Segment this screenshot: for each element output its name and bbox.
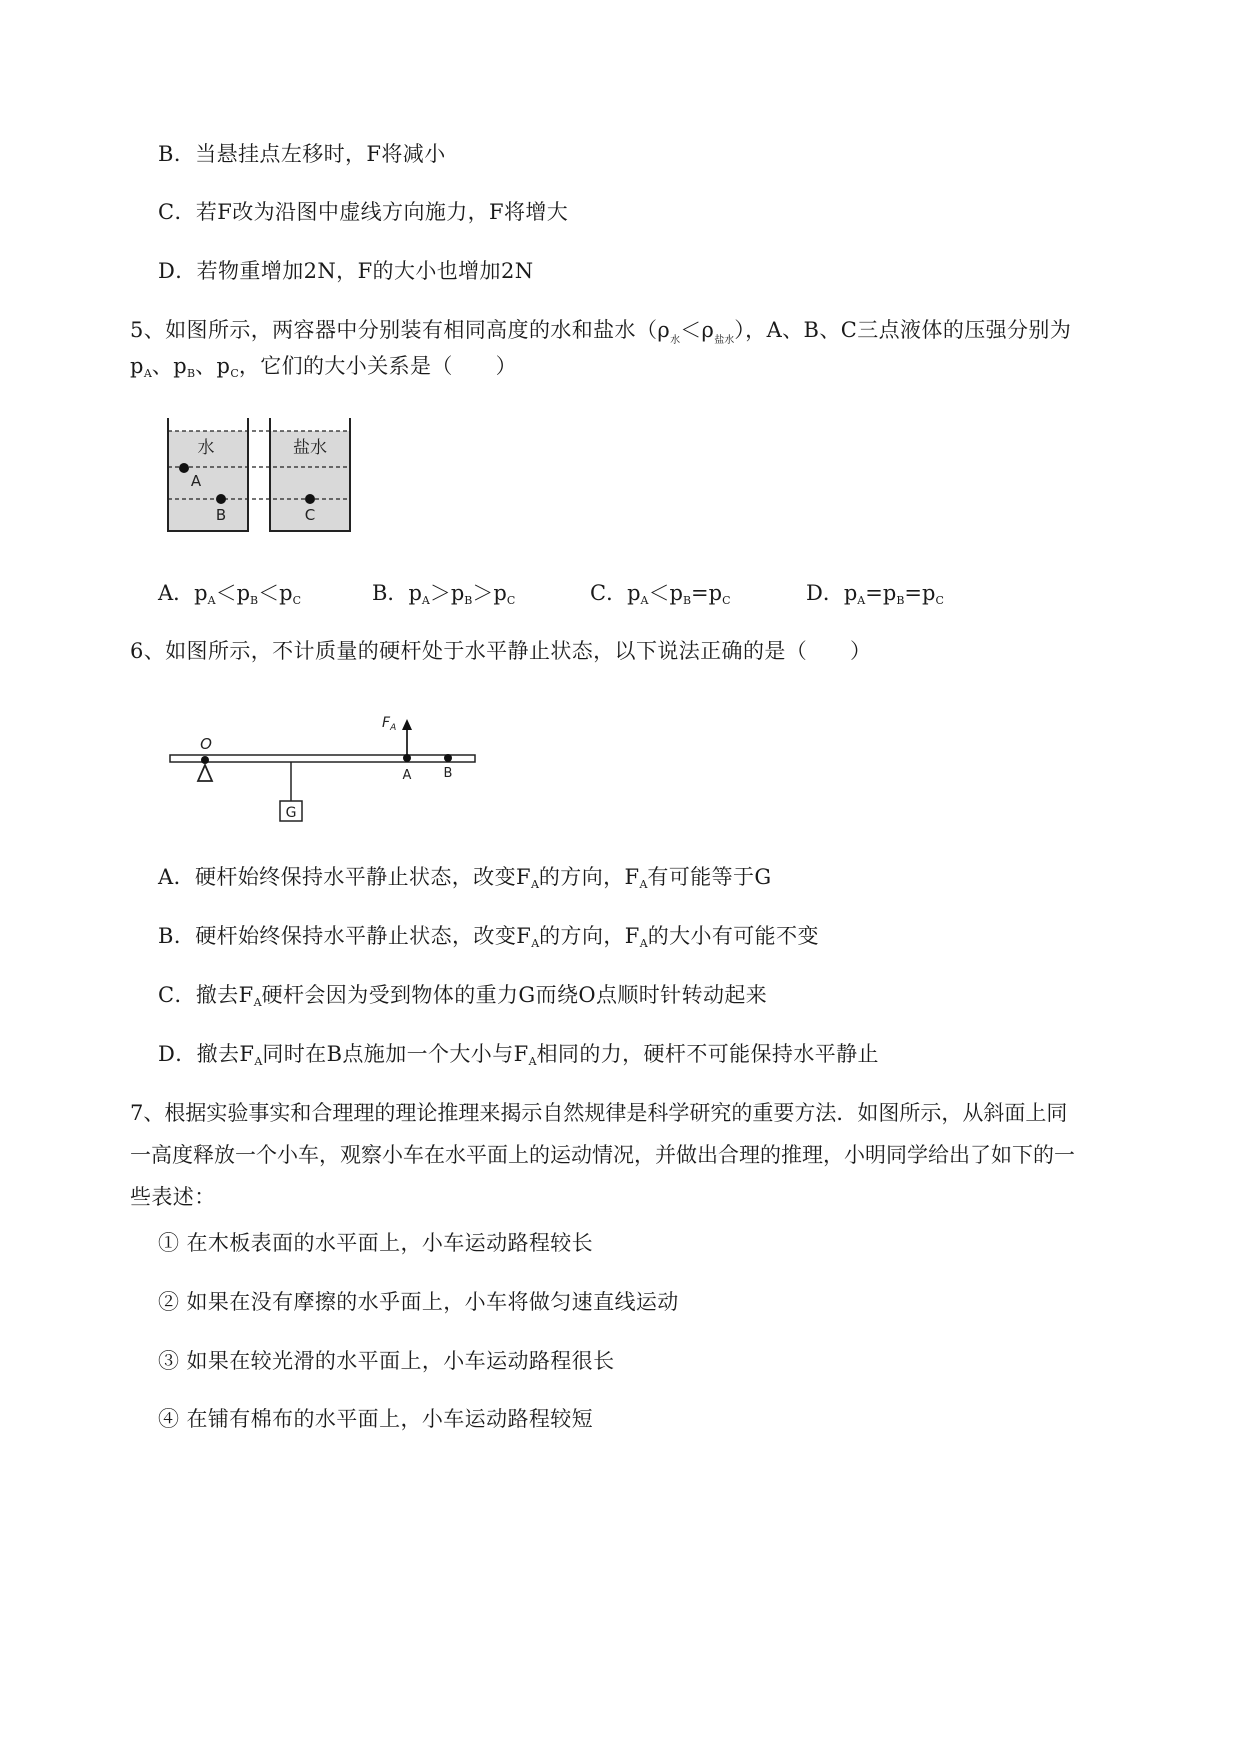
option-prefix: C．	[590, 581, 628, 605]
pressure-symbol: p	[450, 581, 465, 605]
subscript: A	[207, 594, 216, 607]
pressure-symbol: p	[408, 581, 422, 605]
q5-option-b	[372, 579, 515, 615]
pressure-symbol: p	[216, 354, 231, 378]
q7-stem-line2: 一高度释放一个小车，观察小车在水平面上的运动情况，并做出合理的推理，小明同学给出了如下的一	[130, 1143, 1075, 1167]
point-a-dot	[179, 463, 189, 473]
pressure-symbol: p	[708, 581, 723, 605]
subscript: A	[530, 878, 539, 891]
q4-option-c: C．若F改为沿图中虚线方向施力，F将增大	[158, 200, 569, 224]
point-c-dot	[305, 494, 315, 504]
q6-option-d	[158, 1040, 879, 1076]
pressure-symbol: p	[236, 581, 251, 605]
point-a-dot	[403, 754, 411, 762]
relation: ＜	[648, 581, 670, 605]
point-a-label: A	[402, 768, 412, 783]
pressure-symbol: p	[194, 581, 208, 605]
q5-option-c	[590, 579, 731, 615]
q5-stem-lt: ＜ρ	[680, 318, 715, 342]
option-prefix: B．	[372, 581, 409, 605]
q4-option-b: B．当悬挂点左移时，F将减小	[158, 142, 446, 166]
lever-rod	[170, 755, 475, 762]
subscript: B	[464, 594, 473, 607]
subscript: B	[682, 594, 692, 607]
point-b-dot	[444, 754, 452, 762]
option-prefix: A．	[158, 581, 195, 605]
pressure-symbol: p	[843, 581, 858, 605]
q5-stem-line1	[130, 316, 1071, 355]
option-text: 的大小有可能不变	[647, 924, 819, 948]
subscript: A	[143, 367, 152, 380]
option-text: D．撤去F	[158, 1042, 255, 1066]
pressure-symbol: p	[882, 581, 897, 605]
q7-item-2: ② 如果在没有摩擦的水乎面上，小车将做匀速直线运动	[158, 1290, 679, 1314]
q7-item-1: ① 在木板表面的水平面上，小车运动路程较长	[158, 1231, 594, 1255]
pivot-triangle	[198, 765, 212, 781]
subscript: B	[896, 594, 905, 607]
relation: =	[865, 581, 883, 605]
subscript: A	[253, 996, 262, 1009]
pressure-symbol: p	[922, 581, 936, 605]
option-text: 相同的力，硬杆不可能保持水平静止	[536, 1042, 879, 1066]
pressure-symbol: p	[493, 581, 507, 605]
relation: ＞	[472, 581, 494, 605]
q6-lever-figure	[160, 705, 490, 839]
option-text: C．撤去F	[158, 983, 254, 1007]
force-arrow-head	[402, 719, 412, 730]
q6-option-b	[158, 922, 819, 958]
subscript: A	[640, 594, 649, 607]
q5-containers-figure	[160, 410, 360, 544]
subscript: A	[639, 878, 648, 891]
q7-item-3: ③ 如果在较光滑的水平面上，小车运动路程很长	[158, 1349, 615, 1373]
subscript: C	[292, 594, 301, 607]
pressure-symbol: p	[279, 581, 293, 605]
subscript: A	[639, 937, 648, 950]
q5-stem-part1: 5、如图所示，两容器中分别装有相同高度的水和盐水（ρ	[130, 318, 671, 342]
pressure-symbol: p	[130, 354, 144, 378]
point-c-label: C	[304, 506, 316, 524]
point-a-label: A	[190, 472, 202, 490]
force-label: $F_A$	[382, 715, 397, 733]
subscript: B	[187, 367, 196, 380]
option-text: 的方向，F	[538, 865, 640, 889]
rho-subscript-water: 水	[670, 335, 681, 346]
q7-item-4: ④ 在铺有棉布的水平面上，小车运动路程较短	[158, 1407, 594, 1431]
subscript: B	[250, 594, 259, 607]
point-b-label: B	[215, 506, 227, 524]
option-text: B．硬杆始终保持水平静止状态，改变F	[158, 924, 532, 948]
rho-subscript-salt: 盐水	[714, 335, 735, 346]
saltwater-label: 盐水	[293, 438, 327, 458]
separator: 、	[151, 354, 174, 378]
water-label: 水	[197, 438, 215, 458]
weight-label: G	[285, 805, 297, 821]
pressure-symbol: p	[173, 354, 188, 378]
q4-option-d: D．若物重增加2N，F的大小也增加2N	[158, 259, 534, 283]
subscript: A	[254, 1055, 263, 1068]
relation: =	[904, 581, 923, 605]
subscript: A	[857, 594, 866, 607]
separator: 、	[195, 354, 217, 378]
q5-stem-tail: ，它们的大小关系是（ ）	[238, 354, 518, 378]
point-b-dot	[216, 494, 226, 504]
pressure-symbol: p	[627, 581, 641, 605]
q5-stem-line2	[130, 352, 517, 388]
q6-option-c	[158, 981, 767, 1017]
subscript: C	[722, 594, 731, 607]
pressure-symbol: p	[669, 581, 683, 605]
q5-stem-part2: ），A、B、C三点液体的压强分别为	[734, 318, 1072, 342]
q7-stem-line1: 7、根据实验事实和合理理的理论推理来揭示自然规律是科学研究的重要方法．如图所示，从斜面上同	[130, 1101, 1068, 1125]
subscript: C	[935, 594, 944, 607]
relation: ＞	[429, 581, 451, 605]
option-text: A．硬杆始终保持水平静止状态，改变F	[158, 865, 531, 889]
subscript: A	[421, 594, 430, 607]
q6-stem: 6、如图所示，不计质量的硬杆处于水平静止状态，以下说法正确的是（ ）	[130, 639, 872, 663]
point-b-label: B	[443, 766, 453, 781]
subscript: A	[528, 1055, 537, 1068]
subscript: C	[506, 594, 516, 607]
q6-option-a	[158, 863, 772, 899]
q5-option-a	[158, 579, 301, 615]
relation: ＜	[258, 581, 280, 605]
relation: =	[691, 581, 709, 605]
subscript: A	[531, 937, 540, 950]
q7-stem-line3: 些表述：	[130, 1185, 216, 1209]
option-text: 有可能等于G	[647, 865, 772, 889]
option-text: 同时在B点施加一个大小与F	[262, 1042, 529, 1066]
option-text: 硬杆会因为受到物体的重力G而绕O点顺时针转动起来	[261, 983, 768, 1007]
subscript: C	[230, 367, 239, 380]
relation: ＜	[215, 581, 237, 605]
pivot-label: O	[200, 735, 212, 753]
option-text: 的方向，F	[539, 924, 640, 948]
option-prefix: D．	[806, 581, 844, 605]
q5-option-d	[806, 579, 944, 615]
